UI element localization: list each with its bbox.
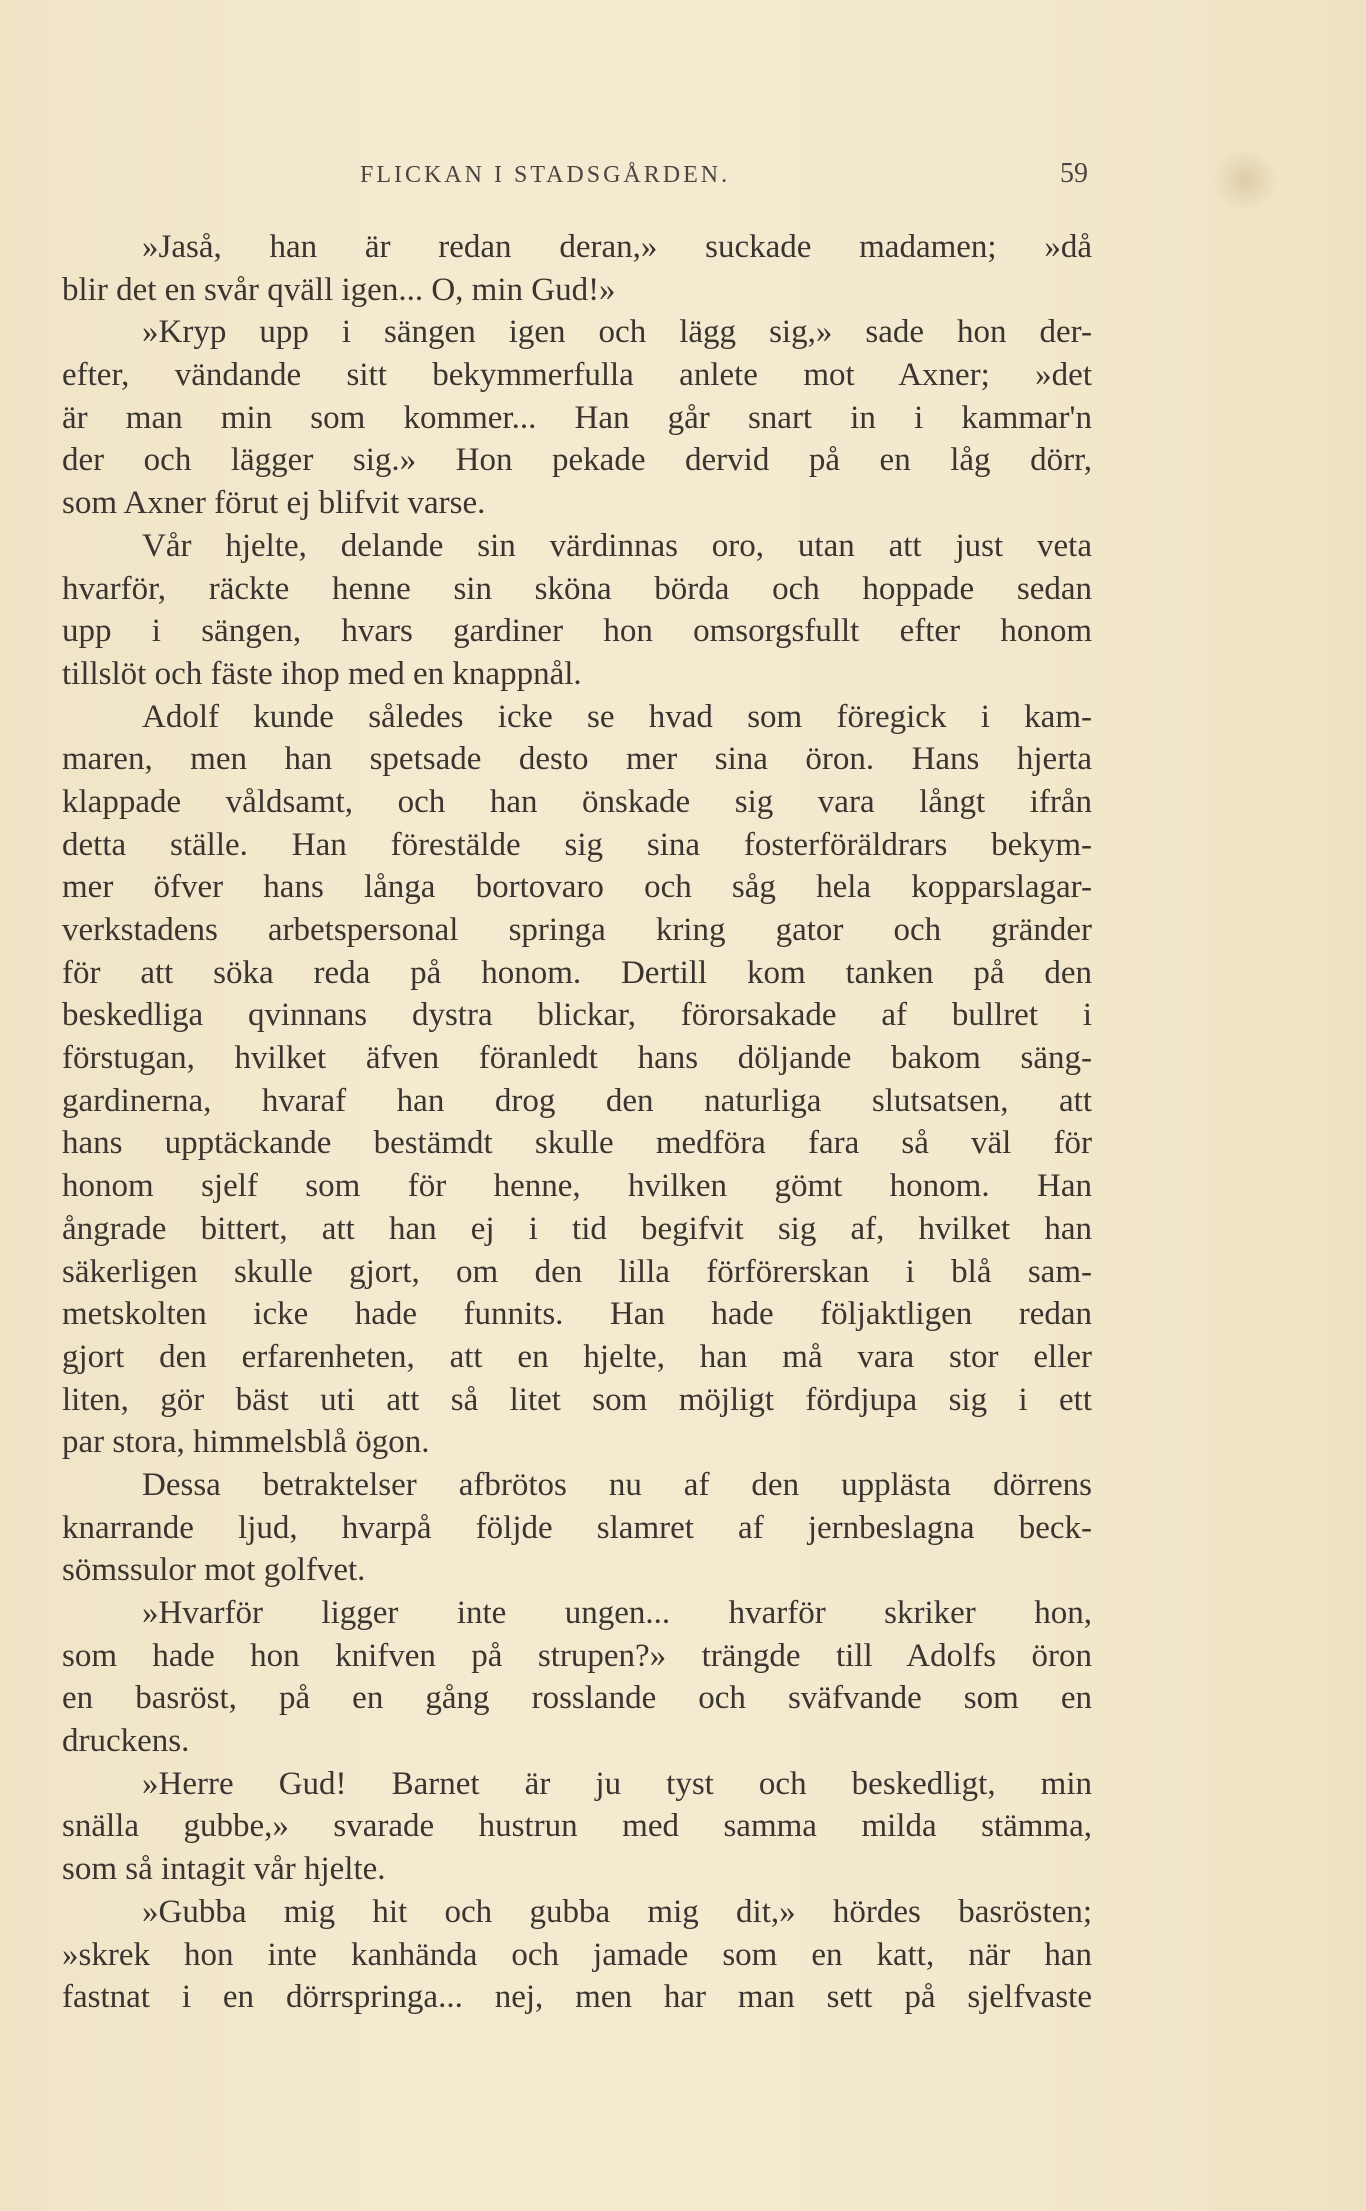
text-line: som Axner förut ej blifvit varse. bbox=[62, 485, 486, 522]
text-line: efter, vändande sitt bekymmerfulla anlete mot Axner; »det bbox=[62, 357, 1092, 394]
text-line: druckens. bbox=[62, 1723, 190, 1760]
text-line: mer öfver hans långa bortovaro och såg hela kopparslagar- bbox=[62, 869, 1092, 906]
text-line: en basröst, på en gång rosslande och sväfvande som en bbox=[62, 1680, 1092, 1717]
text-line: tillslöt och fäste ihop med en knappnål. bbox=[62, 655, 582, 692]
text-line: beskedliga qvinnans dystra blickar, förorsakade af bullret i bbox=[62, 997, 1092, 1034]
text-line: maren, men han spetsade desto mer sina öron. Hans hjerta bbox=[62, 741, 1092, 778]
text-line: blir det en svår qväll igen... O, min Gud!» bbox=[62, 271, 616, 308]
text-line: hans upptäckande bestämdt skulle medföra fara så väl för bbox=[62, 1125, 1092, 1162]
text-line: hvarför, räckte henne sin sköna börda och hoppade sedan bbox=[62, 570, 1092, 607]
text-line: knarrande ljud, hvarpå följde slamret af jernbeslagna beck- bbox=[62, 1509, 1092, 1546]
text-line: klappade våldsamt, och han önskade sig vara långt ifrån bbox=[62, 783, 1092, 820]
body-text bbox=[62, 226, 1092, 2019]
text-line: Adolf kunde således icke se hvad som föregick i kam- bbox=[142, 698, 1092, 735]
text-line: »skrek hon inte kanhända och jamade som en katt, när han bbox=[62, 1936, 1092, 1973]
text-line: för att söka reda på honom. Dertill kom tanken på den bbox=[62, 954, 1092, 991]
text-line: fastnat i en dörrspringa... nej, men har man sett på sjelfvaste bbox=[62, 1979, 1092, 2016]
text-line: Vår hjelte, delande sin värdinnas oro, utan att just veta bbox=[142, 527, 1092, 564]
text-line: »Jaså, han är redan deran,» suckade madamen; »då bbox=[142, 229, 1092, 265]
text-line: ångrade bittert, att han ej i tid begifvit sig af, hvilket han bbox=[62, 1210, 1092, 1247]
text-line: upp i sängen, hvars gardiner hon omsorgsfullt efter honom bbox=[62, 613, 1092, 650]
text-line: »Herre Gud! Barnet är ju tyst och beskedligt, min bbox=[142, 1765, 1092, 1802]
text-line: »Kryp upp i sängen igen och lägg sig,» sade hon der- bbox=[142, 314, 1092, 351]
text-line: detta ställe. Han förestälde sig sina fosterföräldrars bekym- bbox=[62, 826, 1092, 863]
text-line: liten, gör bäst uti att så litet som möjligt fördjupa sig i ett bbox=[62, 1381, 1092, 1418]
running-header: FLICKAN I STADSGÅRDEN. bbox=[360, 162, 731, 188]
text-line: som hade hon knifven på strupen?» trängde till Adolfs öron bbox=[62, 1637, 1092, 1674]
paper-stain bbox=[1210, 150, 1280, 210]
text-line: verkstadens arbetspersonal springa kring gator och gränder bbox=[62, 912, 1092, 948]
text-line: honom sjelf som för henne, hvilken gömt honom. Han bbox=[62, 1168, 1092, 1205]
text-line: »Gubba mig hit och gubba mig dit,» hördes basrösten; bbox=[142, 1893, 1092, 1930]
text-line: »Hvarför ligger inte ungen... hvarför skriker hon, bbox=[142, 1595, 1092, 1631]
text-line: säkerligen skulle gjort, om den lilla förförerskan i blå sam- bbox=[62, 1253, 1092, 1290]
text-line: gjort den erfarenheten, att en hjelte, han må vara stor eller bbox=[62, 1338, 1092, 1375]
text-line: der och lägger sig.» Hon pekade dervid på en låg dörr, bbox=[62, 442, 1092, 479]
text-line: metskolten icke hade funnits. Han hade följaktligen redan bbox=[62, 1296, 1092, 1333]
text-line: förstugan, hvilket äfven föranledt hans döljande bakom säng- bbox=[62, 1040, 1092, 1077]
page-number: 59 bbox=[1060, 158, 1088, 189]
text-line: snälla gubbe,» svarade hustrun med samma milda stämma, bbox=[62, 1808, 1092, 1845]
text-line: gardinerna, hvaraf han drog den naturliga slutsatsen, att bbox=[62, 1082, 1092, 1119]
text-line: som så intagit vår hjelte. bbox=[62, 1851, 386, 1888]
text-line: Dessa betraktelser afbrötos nu af den upplästa dörrens bbox=[142, 1466, 1092, 1503]
text-line: är man min som kommer... Han går snart in i kammar'n bbox=[62, 399, 1092, 436]
text-line: sömssulor mot golfvet. bbox=[62, 1552, 366, 1589]
text-line: par stora, himmelsblå ögon. bbox=[62, 1424, 430, 1461]
